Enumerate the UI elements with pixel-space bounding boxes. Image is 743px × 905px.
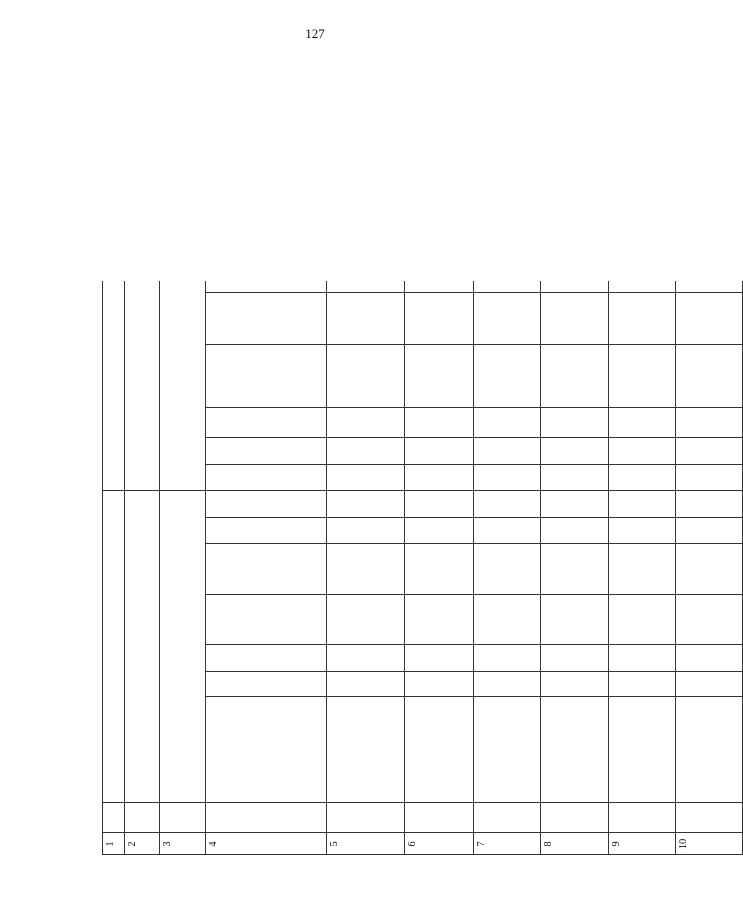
amount-cell: [543, 520, 605, 542]
amount-cell: [476, 295, 537, 343]
amount-cell: [543, 347, 605, 406]
amount-cell: [329, 597, 401, 643]
column-separator: [473, 281, 474, 855]
amount-cell: [611, 647, 672, 670]
amount-cell: [476, 647, 537, 670]
column-header: 1: [105, 841, 116, 847]
row-separator: [205, 594, 742, 595]
column-header: 7: [476, 841, 487, 847]
amount-cell: [678, 410, 739, 436]
funding-source-label: [208, 467, 323, 489]
header-separator: [102, 832, 742, 833]
amount-cell: [407, 647, 470, 670]
row-separator: [205, 671, 742, 672]
funding-source-label: [208, 597, 323, 643]
row-separator: [205, 644, 742, 645]
amount-cell: [611, 295, 672, 343]
financing-table: [102, 0, 689, 855]
amount-cell: [476, 493, 537, 516]
amount-cell: [543, 295, 605, 343]
amount-cell: [678, 647, 739, 670]
row-separator: [205, 696, 742, 697]
amount-cell: [329, 699, 401, 801]
amount-cell: [407, 283, 470, 291]
row-separator: [205, 543, 742, 544]
measure-name: [105, 285, 121, 487]
amount-cell: [476, 410, 537, 436]
table-border-top: [102, 281, 103, 855]
amount-cell: [407, 674, 470, 695]
amount-cell: [476, 674, 537, 695]
amount-cell: [407, 410, 470, 436]
amount-cell: [611, 493, 672, 516]
amount-cell: [611, 597, 672, 643]
amount-cell: [611, 546, 672, 593]
amount-cell: [476, 546, 537, 593]
amount-cell: [329, 410, 401, 436]
row-separator: [205, 292, 742, 293]
funding-source-label: [208, 410, 323, 436]
amount-cell: [678, 493, 739, 516]
program-name: [127, 285, 156, 487]
column-separator: [675, 281, 676, 855]
amount-cell: [329, 546, 401, 593]
funding-source-label: [208, 674, 323, 695]
funding-source-label: [208, 440, 323, 463]
amount-cell: [407, 467, 470, 489]
amount-cell: [678, 597, 739, 643]
amount-cell: [678, 467, 739, 489]
amount-cell: [476, 283, 537, 291]
amount-cell: [611, 410, 672, 436]
column-separator: [205, 281, 206, 855]
row-separator: [205, 464, 742, 465]
amount-cell: [611, 467, 672, 489]
amount-cell: [329, 674, 401, 695]
funding-source-label: [208, 347, 323, 406]
amount-cell: [407, 440, 470, 463]
amount-cell: [407, 493, 470, 516]
amount-cell: [329, 295, 401, 343]
column-header: 9: [611, 841, 622, 847]
funding-source-label: [208, 493, 323, 516]
column-separator: [540, 281, 541, 855]
amount-cell: [678, 283, 739, 291]
column-header: 6: [407, 841, 418, 847]
amount-cell: [329, 647, 401, 670]
amount-cell: [611, 520, 672, 542]
column-header: 4: [208, 841, 219, 847]
amount-cell: [543, 283, 605, 291]
amount-cell: [543, 467, 605, 489]
amount-cell: [329, 467, 401, 489]
column-header: 5: [329, 841, 340, 847]
page-number: 127: [305, 26, 325, 41]
amount-cell: [678, 347, 739, 406]
column-separator: [159, 281, 160, 855]
top-row-separator: [205, 802, 742, 803]
amount-cell: [611, 283, 672, 291]
amount-cell: [543, 546, 605, 593]
amount-cell: [543, 699, 605, 801]
amount-cell: [329, 520, 401, 542]
column-header: 2: [127, 841, 138, 847]
amount-cell: [476, 347, 537, 406]
amount-cell: [476, 699, 537, 801]
column-separator: [404, 281, 405, 855]
amount-cell: [543, 440, 605, 463]
column-header: 10: [678, 838, 689, 850]
amount-cell: [407, 597, 470, 643]
column-separator: [326, 281, 327, 855]
executor-name: [162, 285, 202, 487]
funding-source-label: [208, 295, 323, 343]
amount-cell: [543, 674, 605, 695]
amount-cell: [407, 699, 470, 801]
block-separator: [102, 490, 742, 491]
amount-cell: [476, 467, 537, 489]
amount-cell: [678, 546, 739, 593]
column-header: 3: [162, 841, 173, 847]
column-separator: [124, 281, 125, 855]
row-separator: [205, 344, 742, 345]
funding-source-label: [208, 546, 323, 593]
amount-cell: [678, 295, 739, 343]
amount-cell: [611, 674, 672, 695]
row-separator: [205, 407, 742, 408]
funding-source-label: [208, 699, 323, 801]
amount-cell: [407, 295, 470, 343]
amount-cell: [543, 410, 605, 436]
amount-cell: [678, 520, 739, 542]
amount-cell: [407, 520, 470, 542]
amount-cell: [476, 520, 537, 542]
column-separator: [608, 281, 609, 855]
amount-cell: [407, 546, 470, 593]
amount-cell: [329, 440, 401, 463]
amount-cell: [543, 493, 605, 516]
amount-cell: [329, 283, 401, 291]
amount-cell: [678, 699, 739, 801]
amount-cell: [476, 440, 537, 463]
amount-cell: [611, 699, 672, 801]
funding-source-label: [208, 283, 323, 291]
amount-cell: [543, 647, 605, 670]
amount-cell: [543, 597, 605, 643]
amount-cell: [476, 597, 537, 643]
amount-cell: [678, 440, 739, 463]
amount-cell: [611, 347, 672, 406]
funding-source-label: [208, 647, 323, 670]
amount-cell: [678, 674, 739, 695]
funding-source-label: [208, 520, 323, 542]
row-separator: [205, 517, 742, 518]
amount-cell: [611, 440, 672, 463]
table-border-left: [102, 854, 742, 855]
rotated-table-wrapper: [102, 0, 689, 855]
column-header: 8: [543, 841, 554, 847]
amount-cell: [329, 493, 401, 516]
amount-cell: [407, 347, 470, 406]
program-name: [127, 495, 156, 799]
measure-name: [105, 495, 121, 799]
executor-name: [162, 495, 202, 799]
amount-cell: [329, 347, 401, 406]
row-separator: [205, 437, 742, 438]
